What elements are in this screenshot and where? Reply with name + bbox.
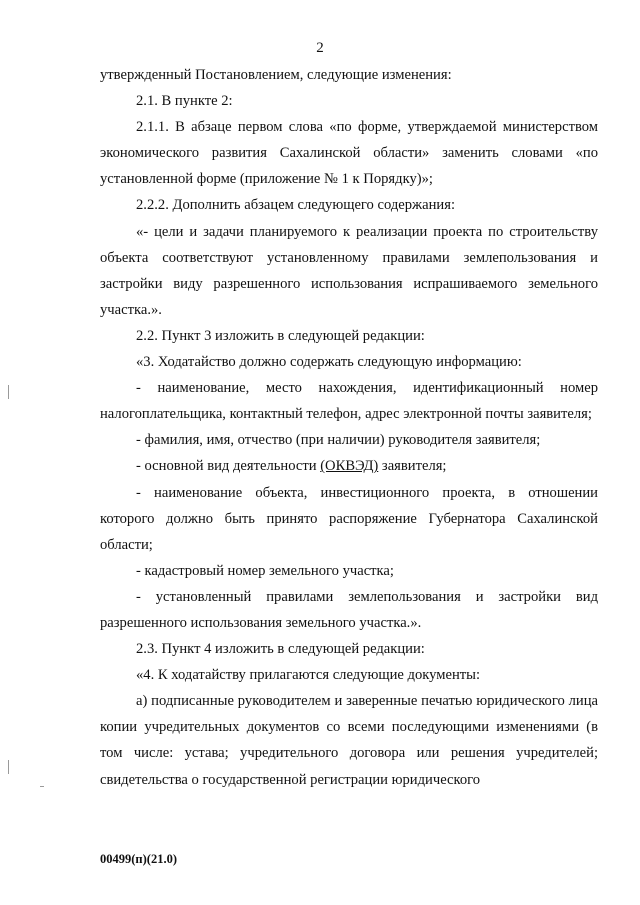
list-item-activity-tail: заявителя; bbox=[378, 458, 447, 475]
paragraph-3-intro: «3. Ходатайство должно содержать следующую информацию: bbox=[136, 354, 522, 371]
document-code: 00499(п)(21.0) bbox=[100, 852, 177, 866]
list-item-activity bbox=[100, 453, 598, 479]
paragraph-2-2-2: 2.2.2. Дополнить абзацем следующего содержания: bbox=[136, 197, 456, 214]
list-item-activity-text: - основной вид деятельности bbox=[136, 458, 317, 475]
list-item-land-use: - установленный правилами землепользования и застройки вид разрешенного использования земельного участка.». bbox=[100, 588, 598, 631]
list-item-manager: - фамилия, имя, отчество (при наличии) руководителя заявителя; bbox=[136, 432, 541, 449]
paragraph-intro: утвержденный Постановлением, следующие изменения: bbox=[100, 67, 452, 83]
paragraph-2-3: 2.3. Пункт 4 изложить в следующей редакции: bbox=[136, 641, 425, 658]
page-number: 2 bbox=[316, 40, 324, 56]
scan-mark bbox=[8, 760, 9, 774]
list-item-object: - наименование объекта, инвестиционного проекта, в отношении которого должно быть принято распоряжение Губернатора Сахалинской области; bbox=[100, 484, 598, 553]
document-body bbox=[100, 62, 598, 793]
paragraph-2-2: 2.2. Пункт 3 изложить в следующей редакции: bbox=[136, 327, 425, 344]
paragraph-goals: «- цели и задачи планируемого к реализации проекта по строительству объекта соответствуют установленному правилами землепользования и застройки виду разрешенного использования испрашиваемого земельного участка.». bbox=[100, 223, 598, 318]
list-item-name: - наименование, место нахождения, идентификационный номер налогоплательщика, контактный телефон, адрес электронной почты заявителя; bbox=[100, 380, 598, 423]
okved-link[interactable]: (ОКВЭД) bbox=[320, 458, 379, 475]
paragraph-2-1-1: 2.1.1. В абзаце первом слова «по форме, утверждаемой министерством экономического развития Сахалинской области» заменить словами «по установленной форме (приложение № 1 к Порядку)»; bbox=[100, 119, 598, 188]
paragraph-2-1: 2.1. В пункте 2: bbox=[136, 93, 233, 110]
list-item-documents-a: а) подписанные руководителем и заверенные печатью юридического лица копии учредительных документов со всеми последующими изменениями (в том числе: устава; учредительного договора или решения учредителей; свидетельства о государственной регистрации юридического bbox=[100, 693, 598, 788]
list-item-cadastral: - кадастровый номер земельного участка; bbox=[136, 562, 394, 579]
scan-mark bbox=[8, 385, 9, 399]
scan-mark bbox=[40, 786, 44, 787]
paragraph-4-intro: «4. К ходатайству прилагаются следующие документы: bbox=[136, 667, 481, 684]
